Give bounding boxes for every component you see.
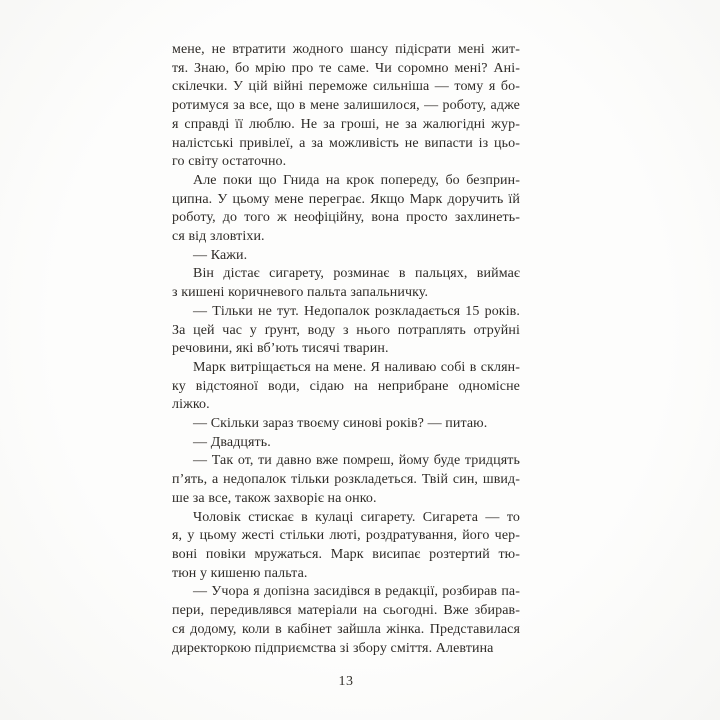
text-line: — Кажи. (193, 247, 248, 263)
text-line: — Тільки не тут. Недопалок розкладається 15 років. (193, 303, 520, 319)
text-line: ку відстояної води, сідаю на неприбране одномісне (172, 378, 520, 394)
paragraph (172, 265, 520, 302)
text-line: з кишені коричневого пальта запальничку. (172, 285, 429, 301)
text-line: пери, передивлявся матеріали на сьогодні. Вже збирав- (172, 603, 520, 619)
paragraph (172, 509, 520, 584)
text-line: ся додому, коли в кабінет зайшла жінка. Представилася (172, 621, 520, 637)
text-line: налістські привілеї, а за можливість не випасти із цьо- (172, 135, 520, 151)
paragraph (172, 247, 520, 266)
text-line: ротимуся за все, що в мене залишилося, — роботу, адже (172, 98, 520, 114)
text-line: речовини, які вб’ють тисячі тварин. (172, 341, 389, 357)
text-line: ше за все, також захворіє на онко. (172, 490, 377, 506)
text-line: п’ять, а недопалок тільки розкладеться. Твій син, швид- (172, 472, 520, 488)
paragraph (172, 303, 520, 359)
page-text (172, 41, 520, 658)
text-line: скілечки. У цій війні переможе сильніша — тому я бо- (172, 79, 520, 95)
text-line: ципна. У цьому мене переграє. Якщо Марк доручить їй (172, 191, 520, 207)
text-line: мене, не втратити жодного шансу підісрати мені жит- (172, 42, 520, 57)
text-line: Він дістає сигарету, розминає в пальцях, виймає (193, 266, 520, 282)
text-line: — Учора я допізна засидівся в редакції, розбирав па- (193, 584, 520, 600)
text-line: директоркою підприємства зі збору сміття. Алевтина (172, 640, 494, 656)
text-line: я, у цьому жесті стільки люті, роздратування, його чер- (172, 528, 520, 544)
text-line: Але поки що Гнида на крок попереду, бо безприн- (193, 172, 520, 188)
text-line: — Скільки зараз твоєму синові років? — питаю. (193, 416, 488, 432)
text-line: ліжко. (172, 397, 210, 413)
text-line: Чоловік стискає в кулаці сигарету. Сигарета — то (193, 509, 520, 525)
text-line: — Так от, ти давно вже помреш, йому буде тридцять (193, 453, 520, 469)
paragraph (172, 452, 520, 508)
text-line: тя. Знаю, бо мрію про те саме. Чи соромно мені? Ані- (172, 60, 520, 76)
text-line: го світу остаточно. (172, 154, 287, 170)
text-line: ся від зловтіхи. (172, 229, 265, 245)
paragraph (172, 415, 520, 434)
paragraph (172, 41, 520, 172)
text-line: — Двадцять. (193, 434, 271, 450)
text-line: За цей час у ґрунт, воду з нього потраплять отруйні (172, 322, 520, 338)
text-line: тюн у кишеню пальта. (172, 565, 308, 581)
text-line: я справді її люблю. Не за гроші, не за жалюгідні жур- (172, 116, 520, 132)
text-line: воні повіки мружаться. Марк висипає розтертий тю- (172, 546, 520, 562)
paragraph (172, 359, 520, 415)
text-line: Марк витріщається на мене. Я наливаю собі в склян- (193, 359, 520, 375)
text-line: роботу, до того ж неофіційну, вона просто захлинеть- (172, 210, 520, 226)
paragraph (172, 583, 520, 658)
paragraph (172, 434, 520, 453)
page-number: 13 (338, 674, 354, 689)
paragraph (172, 172, 520, 247)
